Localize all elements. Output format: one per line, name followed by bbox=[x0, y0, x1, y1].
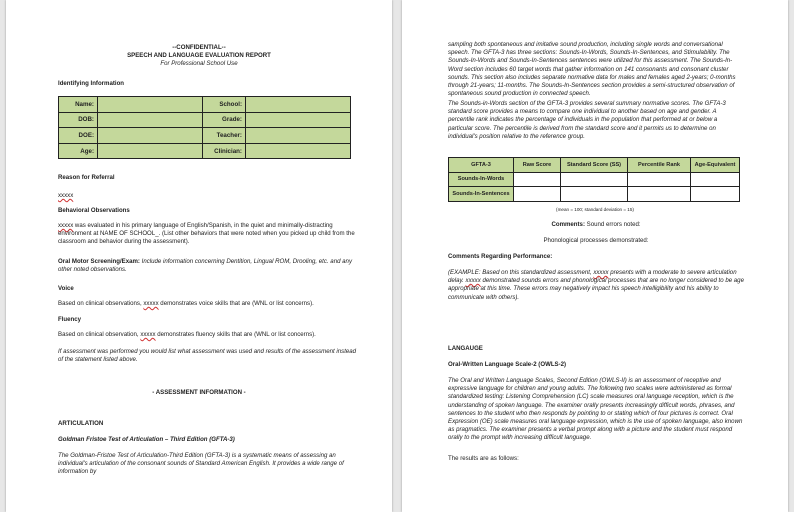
comments-text: Sound errors noted: bbox=[584, 221, 641, 228]
teacher-field[interactable] bbox=[246, 128, 351, 144]
results-line: The results are as follows: bbox=[448, 455, 519, 462]
comments-label: Comments: bbox=[551, 221, 585, 228]
gfta-continuation: sampling both spontaneous and imitative sound production, including single words and conversational speech. The GFTA-3 has three sections: Sounds-In-Words, Sounds-In-Sentences, and Stimulability. The Sounds-In-Words and Sounds-In-Sentences sentences were utilized for this assessment. The Sounds-In-Word section includes 60 target words that gather information on 141 consonants and consonant cluster sounds. This section also includes separate normative data for males and females aged 2-years; 0-months through 21-years; 11-months. The Sounds-In-Sentences section provides a semi-structured observation of spontaneous sound production in connected speech. bbox=[448, 41, 736, 98]
name-label: Name: bbox=[59, 97, 98, 113]
column-header: Standard Score (SS) bbox=[561, 158, 628, 173]
table-cell[interactable] bbox=[561, 172, 628, 187]
report-title: SPEECH AND LANGUAGE EVALUATION REPORT bbox=[127, 52, 271, 59]
behavioral-heading: Behavioral Observations bbox=[58, 207, 130, 214]
table-cell[interactable] bbox=[514, 187, 561, 202]
table-cell[interactable] bbox=[628, 187, 691, 202]
performance-heading: Comments Regarding Performance: bbox=[448, 253, 553, 260]
student-name: xxxxx bbox=[465, 277, 481, 285]
clinician-label: Clinician: bbox=[203, 143, 246, 159]
student-name: xxxxx bbox=[143, 300, 159, 307]
clinician-field[interactable] bbox=[246, 143, 351, 159]
table-row bbox=[59, 112, 351, 128]
student-name: xxxxx bbox=[593, 269, 609, 276]
grade-label: Grade: bbox=[203, 112, 246, 128]
gfta-heading: Goldman Fristoe Test of Articulation – Third Edition (GFTA-3) bbox=[58, 436, 235, 443]
table-row bbox=[59, 128, 351, 144]
fluency-text-start: Based on clinical observation, bbox=[58, 331, 141, 338]
document-page-1 bbox=[6, 0, 392, 512]
gfta-intro: The Goldman-Fristoe Test of Articulation-Third Edition (GFTA-3) is a systematic means of assessing an individual's articulation of the consonant sounds of Standard American English. It provides a wide range of information by bbox=[58, 452, 344, 476]
row-label: Sounds-In-Words bbox=[449, 172, 514, 187]
assessment-info-heading: - ASSESSMENT INFORMATION - bbox=[152, 389, 246, 396]
table-cell[interactable] bbox=[628, 172, 691, 187]
student-name: xxxxx bbox=[140, 331, 156, 338]
fluency-heading: Fluency bbox=[58, 316, 82, 323]
voice-heading: Voice bbox=[58, 285, 74, 292]
table-cell[interactable] bbox=[691, 187, 740, 202]
referral-heading: Reason for Referral bbox=[58, 174, 115, 181]
example-text-end: demonstrated sounds errors and phonological processes that are no longer considered to be age appropriate at this time. These errors may negatively impact his speech intelligibility and his ability to communicate with others). bbox=[448, 277, 744, 301]
grade-field[interactable] bbox=[246, 112, 351, 128]
gfta-scores-paragraph: The Sounds-in-Words section of the GFTA-3 provides several summary normative scores. The GFTA-3 standard score provides a means to compare one individual to another based on age and gender. A percentile rank indicates the percentage of individuals in the population that performed at or below a particular score. The percentile is derived from the standard score and it permits us to determine on individual's position relative to the reference group. bbox=[448, 100, 726, 140]
report-subtitle: For Professional School Use bbox=[160, 60, 238, 67]
row-label: Sounds-In-Sentences bbox=[449, 187, 514, 202]
identifying-table bbox=[58, 96, 351, 159]
column-header: GFTA-3 bbox=[449, 158, 514, 173]
voice-paragraph bbox=[58, 300, 358, 308]
table-header-row bbox=[449, 158, 740, 173]
doe-label: DOE: bbox=[59, 128, 98, 144]
name-field[interactable] bbox=[98, 97, 203, 113]
table-cell[interactable] bbox=[691, 172, 740, 187]
performance-example bbox=[448, 269, 744, 302]
table-row bbox=[59, 97, 351, 113]
dob-field[interactable] bbox=[98, 112, 203, 128]
table-cell[interactable] bbox=[514, 172, 561, 187]
gfta-score-table bbox=[448, 157, 740, 202]
age-label: Age: bbox=[59, 143, 98, 159]
column-header: Percentile Rank bbox=[628, 158, 691, 173]
behavioral-paragraph bbox=[58, 222, 358, 247]
document-page-2 bbox=[402, 0, 788, 512]
language-heading: LANGAUGE bbox=[448, 345, 483, 352]
referral-text: xxxxx bbox=[58, 192, 74, 199]
voice-text-end: demonstrates voice skills that are (WNL or list concerns). bbox=[158, 300, 314, 307]
assessment-note: If assessment was performed you would list what assessment was used and results of the assessment instead of the statement listed above. bbox=[58, 348, 357, 364]
table-row bbox=[59, 143, 351, 159]
table-row bbox=[449, 187, 740, 202]
school-field[interactable] bbox=[246, 97, 351, 113]
student-name: xxxxx bbox=[58, 222, 74, 229]
articulation-heading: ARTICULATION bbox=[58, 420, 104, 427]
mean-note: (mean = 100; standard deviation = 15) bbox=[556, 207, 634, 212]
teacher-label: Teacher: bbox=[203, 128, 246, 144]
oral-motor-paragraph bbox=[58, 258, 358, 274]
dob-label: DOB: bbox=[59, 112, 98, 128]
age-field[interactable] bbox=[98, 143, 203, 159]
behavioral-text: was evaluated in his primary language of English/Spanish, in the quiet and minimally-distracting environment at NAME OF SCHOOL_. (List other behaviors that were noted when you picked up child from the classroom and behavior during the assessment). bbox=[58, 222, 355, 246]
phonological-line: Phonological processes demonstrated: bbox=[543, 237, 649, 244]
identifying-heading: Identifying Information bbox=[58, 80, 125, 87]
oral-motor-label: Oral Motor Screening/Exam: bbox=[58, 258, 140, 265]
table-cell[interactable] bbox=[561, 187, 628, 202]
fluency-text-end: demonstrates fluency skills that are (WNL or list concerns). bbox=[155, 331, 316, 338]
voice-text-start: Based on clinical observations, bbox=[58, 300, 144, 307]
column-header: Age-Equivalent bbox=[691, 158, 740, 173]
column-header: Raw Score bbox=[514, 158, 561, 173]
owls-paragraph: The Oral and Written Language Scales, Second Edition (OWLS-II) is an assessment of receptive and expressive language for children and young adults. The following two scales were administered as formal standardized testing: Listening Comprehension (LC) scale measures oral language reception, which is the understanding of spoken language. The examiner orally presents increasingly difficult words, phrases, and sentences to the student who then responds by pointing to or stating which of four pictures is correct. Oral Expression (OE) scale measures oral language expression, which is the use of spoken language, also known as pragmatics. The examiner presents a verbal prompt along with a picture and the student must respond orally to the prompt with increasing difficult language. bbox=[448, 377, 743, 442]
table-row bbox=[449, 172, 740, 187]
confidential-label: --CONFIDENTIAL-- bbox=[172, 44, 226, 51]
owls-heading: Oral-Written Language Scale-2 (OWLS-2) bbox=[448, 361, 567, 368]
doe-field[interactable] bbox=[98, 128, 203, 144]
school-label: School: bbox=[203, 97, 246, 113]
example-text-middle: presents with a moderate to severe articulation delay. bbox=[448, 269, 737, 285]
example-text-start: (EXAMPLE: Based on this standardized assessment, bbox=[448, 269, 594, 276]
comments-line bbox=[448, 221, 744, 229]
fluency-paragraph bbox=[58, 331, 358, 339]
oral-motor-text: Include information concerning Dentition, Lingual ROM, Drooling, etc. and any other noted observations. bbox=[58, 258, 352, 274]
